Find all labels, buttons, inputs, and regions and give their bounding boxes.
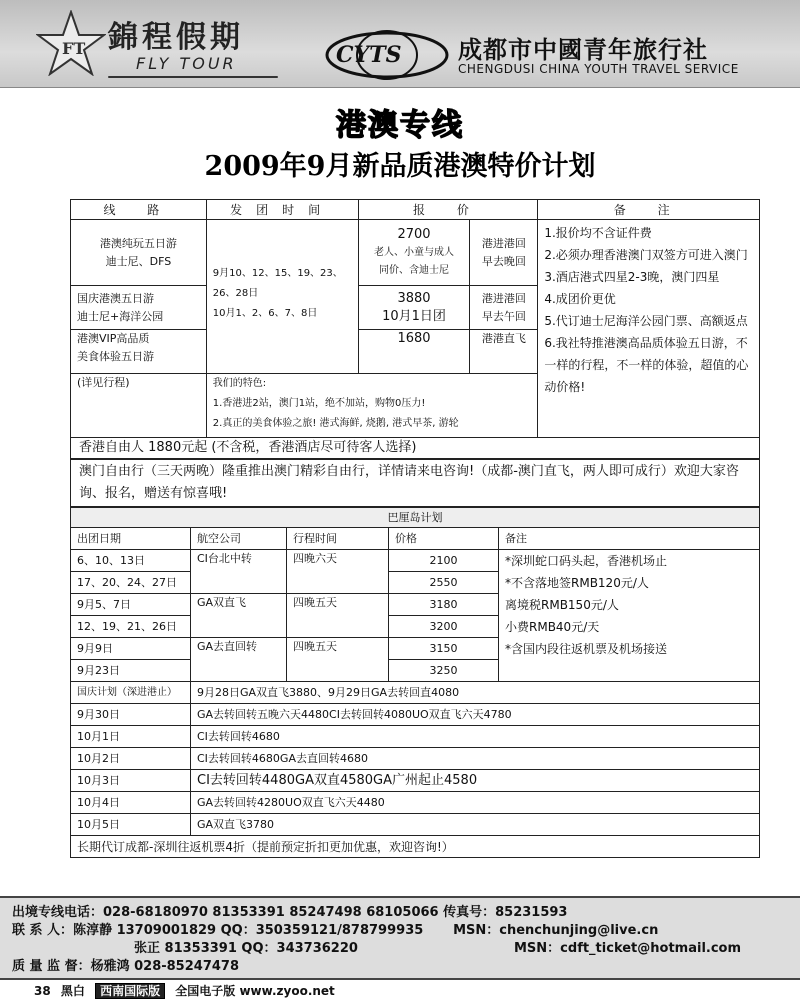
dates-line-3: 10月1、2、6、7、8日	[212, 308, 318, 319]
longterm-row: 长期代订成都-深圳往返机票4折（提前预定折扣更加优惠，欢迎咨询!）	[71, 836, 760, 858]
extra-date: 10月4日	[71, 792, 191, 814]
dates-line-2: 26、28日	[212, 288, 259, 299]
contact-2: 张正 81353391 QQ：343736220	[134, 941, 358, 956]
bali-price: 2100	[389, 550, 499, 572]
company-cn: 成都市中國青年旅行社	[458, 36, 708, 64]
bali-col-price: 价格	[389, 528, 499, 550]
bali-price: 2550	[389, 572, 499, 594]
brand-en: FLY TOUR	[136, 54, 237, 73]
notes-cell	[538, 220, 760, 438]
svg-text:FT: FT	[62, 39, 86, 58]
extra-date: 国庆计划（深进港止）	[71, 682, 191, 704]
feature-1: 1.香港进2站，澳门1站，绝不加站，购物0压力!	[212, 398, 426, 409]
bali-note-1: *深圳蛇口码头起，香港机场止	[505, 554, 668, 568]
note-6: 6.我社特推港澳高品质体验五日游，不一样的行程，不一样的体验，超值的心动价格!	[544, 336, 749, 394]
phone-label: 出境专线电话：	[12, 905, 104, 920]
col-dates: 发团时间	[206, 200, 358, 220]
bali-duration-3: 四晚五天	[287, 638, 389, 682]
route-2-sub: 迪士尼+海洋公园	[77, 309, 164, 323]
svg-text:CYTS: CYTS	[336, 42, 402, 68]
bali-col-airline: 航空公司	[191, 528, 287, 550]
bali-note-3: 离境税RMB150元/人	[505, 598, 619, 612]
bali-notes	[499, 550, 760, 682]
features-title: 我们的特色:	[212, 378, 267, 389]
bali-price: 3200	[389, 616, 499, 638]
table-row: 17、20、24、27日	[71, 572, 191, 594]
contact-spacer	[12, 940, 134, 958]
hk-macau-table	[70, 199, 760, 438]
transport-1	[470, 220, 538, 286]
macau-free-row: 澳门自由行（三天两晚）隆重推出澳门精彩自由行，详情请来电咨询!（成都-澳门直飞，两人即可成行）欢迎大家咨询、报名，赠送有惊喜哦!	[70, 459, 760, 507]
note-1: 1.报价均不含证件费	[544, 226, 652, 240]
transport-3: 港港直飞	[470, 330, 538, 374]
extra-desc: GA双直飞3780	[191, 814, 760, 836]
phones: 028-68180970 81353391 85247498 68105066 传真号：85231593	[103, 905, 568, 920]
site-link[interactable]: 全国电子版 www.zyoo.net	[175, 984, 335, 998]
col-price: 报 价	[358, 200, 538, 220]
title-area	[0, 88, 800, 200]
header-banner	[0, 0, 800, 88]
route-3-extra: (详见行程)	[71, 374, 207, 438]
feature-2: 2.真正的美食体验之旅! 港式海鲜, 烧鹅, 港式早茶, 游轮	[212, 418, 459, 429]
note-3: 3.酒店港式四星2-3晚，澳门四星	[544, 270, 720, 284]
fly-tour-logo	[36, 8, 276, 80]
company-en: CHENGDUSI CHINA YOUTH TRAVEL SERVICE	[458, 62, 739, 76]
table-row: 6、10、13日	[71, 550, 191, 572]
msn-1[interactable]: MSN：chenchunjing@live.cn	[453, 923, 659, 938]
extra-date: 10月5日	[71, 814, 191, 836]
price-3: 1680	[358, 330, 470, 374]
transport-2-b: 早去午回	[481, 309, 526, 323]
section-badge: 西南国际版	[95, 983, 165, 999]
cyts-logo-icon	[322, 28, 452, 82]
route-1-name: 港澳纯玩五日游	[99, 236, 177, 250]
table-row: 9月5、7日	[71, 594, 191, 616]
extra-desc: CI去转回转4680GA去直回转4680	[191, 748, 760, 770]
price-2	[358, 286, 470, 330]
bali-airline-2: GA双直飞	[191, 594, 287, 638]
route-1-sub: 迪士尼、DFS	[105, 254, 172, 268]
table-row: 9月9日	[71, 638, 191, 660]
extra-desc: 9月28日GA双直飞3880、9月29日GA去转回直4080	[191, 682, 760, 704]
bali-price: 3180	[389, 594, 499, 616]
bali-col-date: 出团日期	[71, 528, 191, 550]
bali-note-5: *含国内段往返机票及机场接送	[505, 642, 668, 656]
note-4: 4.成团价更优	[544, 292, 616, 306]
supervise: 杨雅鸿 028-85247478	[90, 959, 239, 974]
footer-contacts	[0, 896, 800, 980]
route-3	[71, 330, 207, 374]
route-2-name: 国庆港澳五日游	[77, 291, 154, 305]
dates-cell	[206, 220, 358, 374]
logo-underline	[108, 76, 278, 78]
contact-label: 联 系 人：	[12, 923, 74, 938]
transport-1-b: 早去晚回	[481, 254, 526, 268]
hk-free-row: 香港自由人 1880元起 (不含税，香港酒店尽可待客人选择)	[70, 437, 760, 459]
price-2-note: 10月1日团	[382, 308, 446, 324]
mono-label: 黑白	[60, 984, 85, 998]
bali-airline-1: CI台北中转	[191, 550, 287, 594]
col-route: 线 路	[71, 200, 207, 220]
dates-line-1: 9月10、12、15、19、23、	[212, 268, 343, 279]
price-1-value: 2700	[397, 226, 431, 242]
bali-col-duration: 行程时间	[287, 528, 389, 550]
bali-price: 3250	[389, 660, 499, 682]
price-1-note1: 老人、小童与成人	[373, 246, 454, 258]
bali-duration-1: 四晚六天	[287, 550, 389, 594]
star-logo-icon	[36, 10, 106, 76]
bali-airline-3: GA去直回转	[191, 638, 287, 682]
price-2-value: 3880	[397, 290, 431, 306]
price-1	[358, 220, 470, 286]
bali-note-2: *不含落地签RMB120元/人	[505, 576, 649, 590]
extra-desc: GA去转回转五晚六天4480CI去转回转4080UO双直飞六天4780	[191, 704, 760, 726]
contact-1: 陈淳静 13709001829 QQ：350359121/878799935	[73, 923, 424, 938]
transport-1-a: 港进港回	[481, 236, 526, 250]
bali-title: 巴厘岛计划	[71, 508, 760, 528]
bali-table	[70, 507, 760, 858]
transport-2-a: 港进港回	[481, 291, 526, 305]
transport-2	[470, 286, 538, 330]
page-footer	[0, 982, 800, 1000]
features-cell	[206, 374, 538, 438]
route-3-name: 港澳VIP高品质	[77, 332, 150, 345]
note-2: 2.必须办理香港澳门双签方可进入澳门	[544, 248, 748, 262]
table-row: 12、19、21、26日	[71, 616, 191, 638]
extra-date: 9月30日	[71, 704, 191, 726]
bali-note-4: 小费RMB40元/天	[505, 620, 600, 634]
supervise-label: 质 量 监 督：	[12, 959, 91, 974]
msn-2[interactable]: MSN：cdft_ticket@hotmail.com	[514, 941, 742, 956]
brand-cn: 錦程假期	[108, 20, 244, 55]
extra-date: 10月1日	[71, 726, 191, 748]
title-main: 港澳专线	[336, 108, 464, 143]
col-notes: 备 注	[538, 200, 760, 220]
bali-price: 3150	[389, 638, 499, 660]
route-3-sub: 美食体验五日游	[77, 350, 154, 363]
extra-date: 10月3日	[71, 770, 191, 792]
extra-desc: CI去转回转4480GA双直4580GA广州起止4580	[191, 770, 760, 792]
title-sub: 2009年9月新品质港澳特价计划	[204, 151, 596, 182]
page-number: 38	[34, 984, 51, 998]
bali-duration-2: 四晚五天	[287, 594, 389, 638]
table-row: 9月23日	[71, 660, 191, 682]
extra-date: 10月2日	[71, 748, 191, 770]
bali-col-notes: 备注	[499, 528, 760, 550]
note-5: 5.代订迪士尼海洋公园门票、高额返点	[544, 314, 748, 328]
route-2	[71, 286, 207, 330]
price-1-note2: 同价、含迪士尼	[378, 264, 449, 276]
extra-desc: GA去转回转4280UO双直飞六天4480	[191, 792, 760, 814]
route-1	[71, 220, 207, 286]
extra-desc: CI去转回转4680	[191, 726, 760, 748]
